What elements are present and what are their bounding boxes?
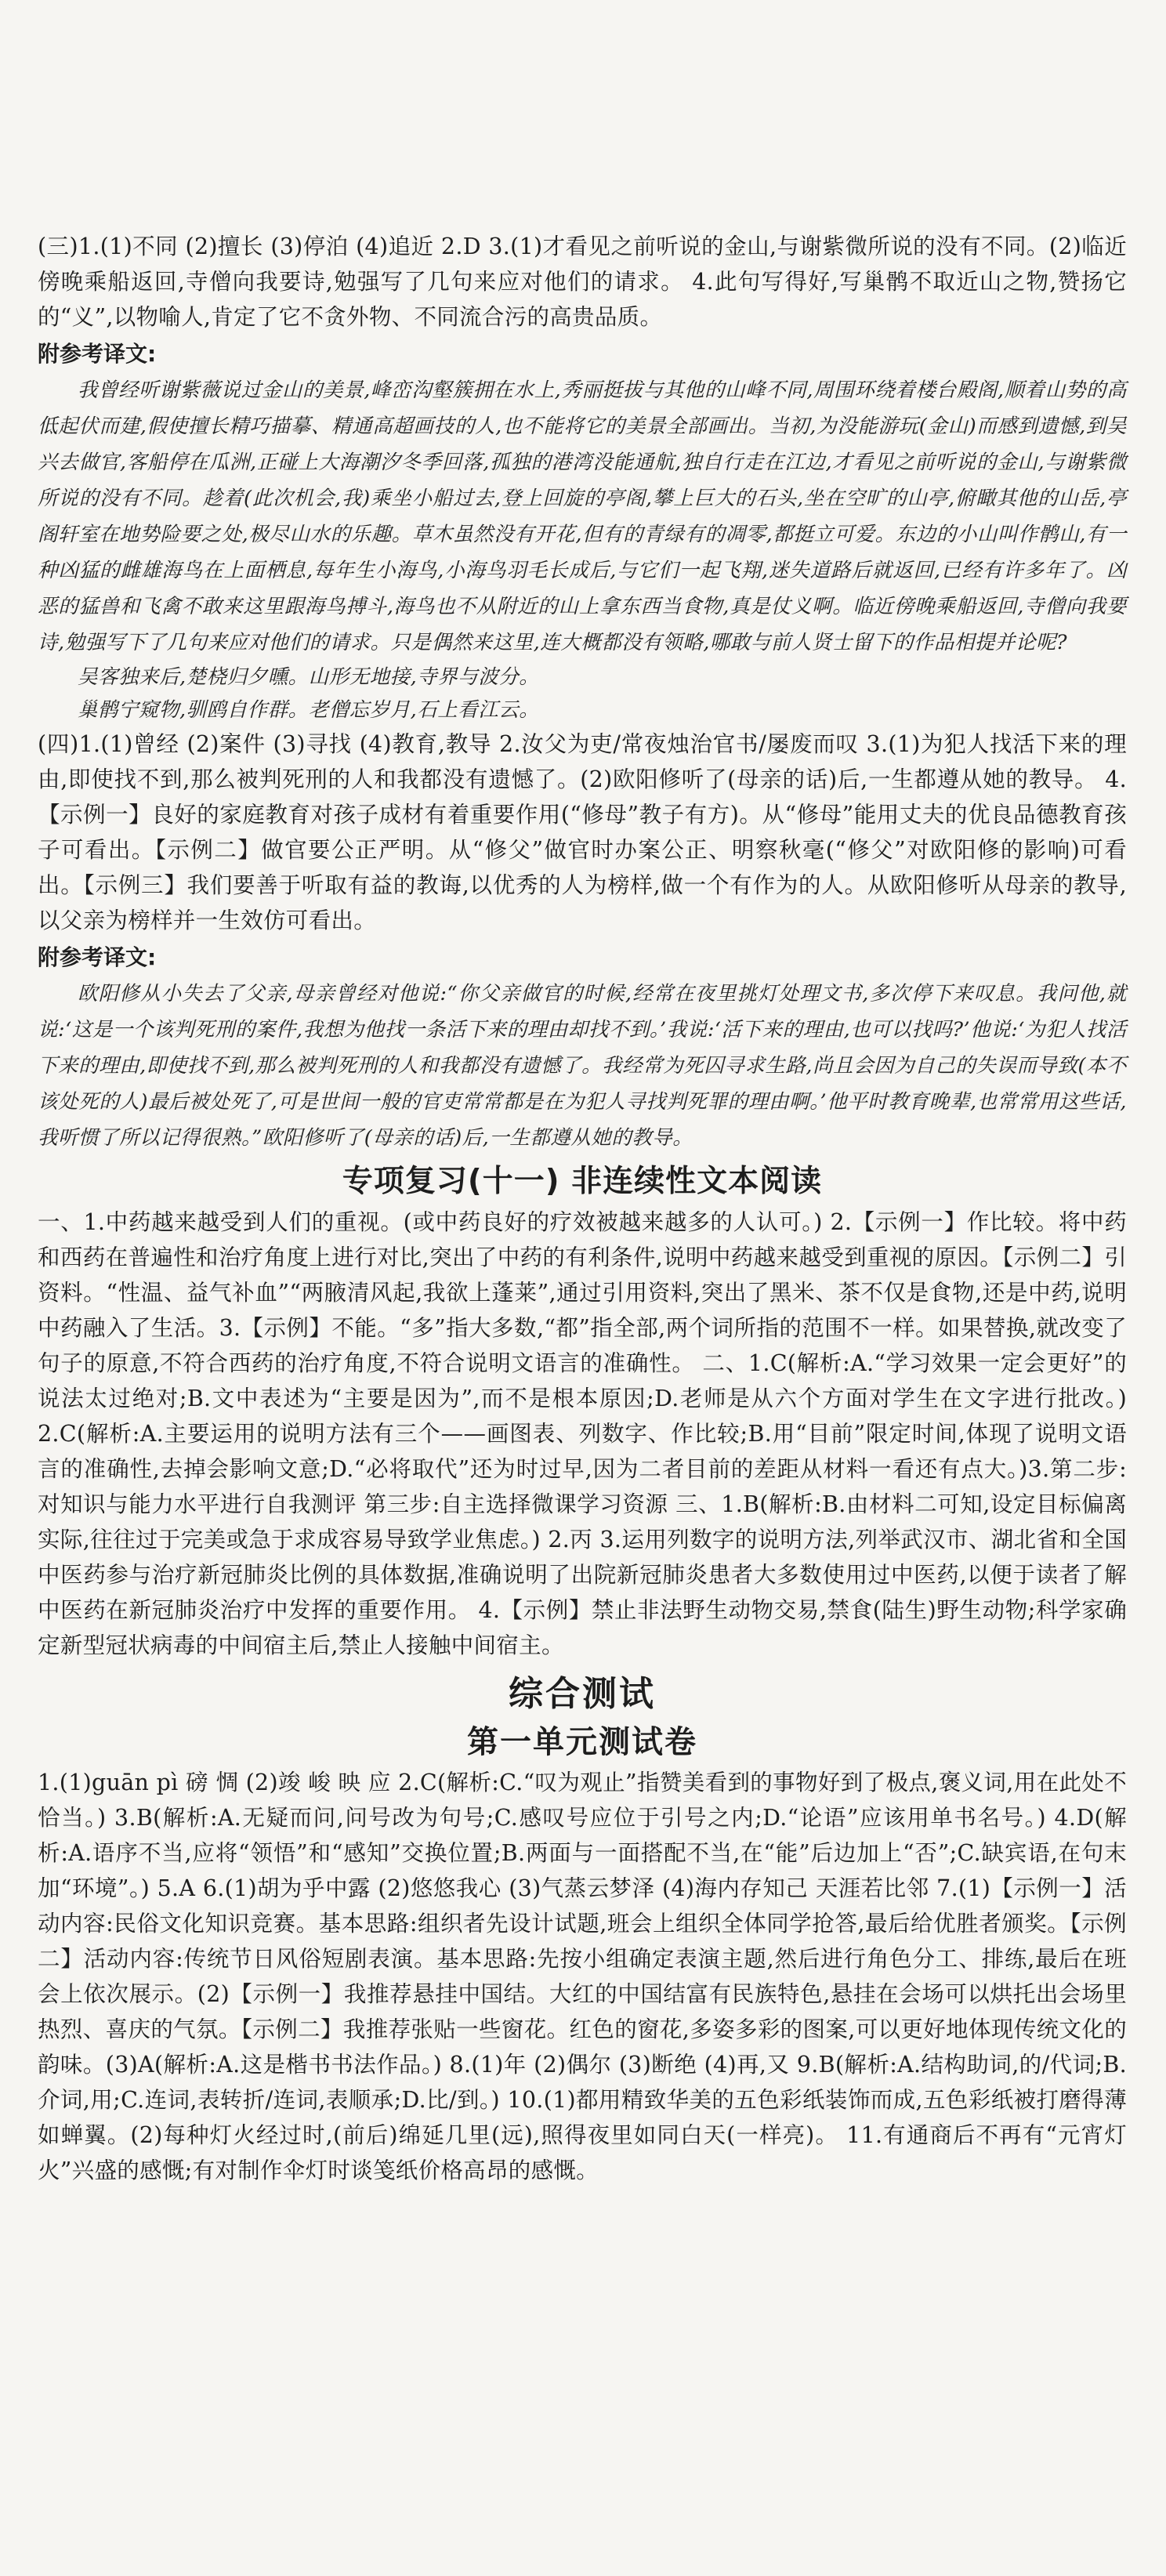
part3-reference-label: 附参考译文: — [38, 341, 157, 367]
part3-poem-line-2: 巢鹘宁窥物,驯鸥自作群。老僧忘岁月,石上看江云。 — [78, 698, 540, 722]
part3-answer: (三)1.(1)不同 (2)擅长 (3)停泊 (4)追近 2.D 3.(1)才看见之前听说的金山,与谢紫微所说的没有不同。(2)临近傍晚乘船返回,寺僧向我要诗,勉强写了几句来应对他们的请求。 4.此句写得好,写巢鹘不取近山之物,赞扬它的“义”,以物喻人,肯定了它不贪外物、不同流合污的高贵品质。 — [38, 234, 1127, 330]
special-review-title: 专项复习(十一) 非连续性文本阅读 — [342, 1164, 823, 1199]
unit-one-answer: 1.(1)guān pì 磅 惆 (2)竣 峻 映 应 2.C(解析:C.“叹为观止”指赞美看到的事物好到了极点,褒义词,用在此处不恰当。) 3.B(解析:A.无疑而问,问号改为句号;C.感叹号应位于引号之内;D.“论语”应该用单书名号。) 4.D(解析:A.语序不当,应将“领悟”和“感知”交换位置;B.两面与一面搭配不当,在“能”后边加上“否”;C.缺宾语,在句末加“环境”。) 5.A 6.(1)胡为乎中露 (2)悠悠我心 (3)气蒸云梦泽 (4)海内存知己 天涯若比邻 7.(1)【示例一】活动内容:民俗文化知识竞赛。基本思路:组织者先设计试题,班会上组织全体同学抢答,最后给优胜者颁奖。【示例二】活动内容:传统节日风俗短剧表演。基本思路:先按小组确定表演主题,然后进行角色分工、排练,最后在班会上依次展示。(2)【示例一】我推荐悬挂中国结。大红的中国结富有民族特色,悬挂在会场可以烘托出会场里热烈、喜庆的气氛。【示例二】我推荐张贴一些窗花。红色的窗花,多姿多彩的图案,可以更好地体现传统文化的韵味。(3)A(解析:A.这是楷书书法作品。) 8.(1)年 (2)偶尔 (3)断绝 (4)再,又 9.B(解析:A.结构助词,的/代词;B.介词,用;C.连词,表转折/连词,表顺承;D.比/到。) 10.(1)都用精致华美的五色彩纸装饰而成,五色彩纸被打磨得薄如蝉翼。(2)每种灯火经过时,(前后)绵延几里(远),照得夜里如同白天(一样亮)。 11.有通商后不再有“元宵灯火”兴盛的感慨;有对制作伞灯时谈笺纸价格高昂的感慨。 — [38, 1770, 1127, 2183]
special-review-answer: 一、1.中药越来越受到人们的重视。(或中药良好的疗效被越来越多的人认可。) 2.【示例一】作比较。将中药和西药在普遍性和治疗角度上进行对比,突出了中药的有利条件,说明中药越来越受到重视的原因。【示例二】引资料。“性温、益气补血”“两腋清风起,我欲上蓬莱”,通过引用资料,突出了黑米、茶不仅是食物,还是中药,说明中药融入了生活。3.【示例】不能。“多”指大多数,“都”指全部,两个词所指的范围不一样。如果替换,就改变了句子的原意,不符合西药的治疗角度,不符合说明文语言的准确性。 二、1.C(解析:A.“学习效果一定会更好”的说法太过绝对;B.文中表述为“主要是因为”,而不是根本原因;D.老师是从六个方面对学生在文字进行批改。) 2.C(解析:A.主要运用的说明方法有三个——画图表、列数字、作比较;B.用“目前”限定时间,体现了说明文语言的准确性,去掉会影响文意;D.“必将取代”还为时过早,因为二者目前的差距从材料一看还有点大。)3.第二步:对知识与能力水平进行自我测评 第三步:自主选择微课学习资源 三、1.B(解析:B.由材料二可知,设定目标偏离实际,往往过于完美或急于求成容易导致学业焦虑。) 2.丙 3.运用列数字的说明方法,列举武汉市、湖北省和全国中医药参与治疗新冠肺炎比例的具体数据,准确说明了出院新冠肺炎患者大多数使用过中医药,以便于读者了解中医药在新冠肺炎治疗中发挥的重要作用。 4.【示例】禁止非法野生动物交易,禁食(陆生)野生动物;科学家确定新型冠状病毒的中间宿主后,禁止人接触中间宿主。 — [38, 1209, 1127, 1658]
part4-answer: (四)1.(1)曾经 (2)案件 (3)寻找 (4)教育,教导 2.汝父为吏/常夜烛治官书/屡废而叹 3.(1)为犯人找活下来的理由,即使找不到,那么被判死刑的人和我都没有遗憾了。(2)欧阳修听了(母亲的话)后,一生都遵从她的教导。 4.【示例一】良好的家庭教育对孩子成材有着重要作用(“修母”教子有方)。从“修母”能用丈夫的优良品德教育孩子可看出。【示例二】做官要公正严明。从“修父”做官时办案公正、明察秋毫(“修父”对欧阳修的影响)可看出。【示例三】我们要善于听取有益的教诲,以优秀的人为榜样,做一个有作为的人。从欧阳修听从母亲的教导,以父亲为榜样并一生效仿可看出。 — [38, 731, 1127, 933]
part3-translation: 我曾经听谢紫薇说过金山的美景,峰峦沟壑簇拥在水上,秀丽挺拔与其他的山峰不同,周围环绕着楼台殿阁,顺着山势的高低起伏而建,假使擅长精巧描摹、精通高超画技的人,也不能将它的美景全部画出。当初,为没能游玩(金山)而感到遗憾,到吴兴去做官,客船停在瓜洲,正碰上大海潮汐冬季回落,孤独的港湾没能通航,独自行走在江边,才看见之前听说的金山,与谢紫微所说的没有不同。趁着(此次机会,我)乘坐小船过去,登上回旋的亭阁,攀上巨大的石头,坐在空旷的山亭,俯瞰其他的山岳,亭阁轩室在地势险要之处,极尽山水的乐趣。草木虽然没有开花,但有的青绿有的凋零,都挺立可爱。东边的小山叫作鹘山,有一种凶猛的雌雄海鸟在上面栖息,每年生小海鸟,小海鸟羽毛长成后,与它们一起飞翔,迷失道路后就返回,已经有许多年了。凶恶的猛兽和飞禽不敢来这里跟海鸟搏斗,海鸟也不从附近的山上拿东西当食物,真是仗义啊。临近傍晚乘船返回,寺僧向我要诗,勉强写下了几句来应对他们的请求。只是偶然来这里,连大概都没有领略,哪敢与前人贤士留下的作品相提并论呢? — [38, 379, 1127, 654]
part4-translation: 欧阳修从小失去了父亲,母亲曾经对他说:“你父亲做官的时候,经常在夜里挑灯处理文书,多次停下来叹息。我问他,就说:‘这是一个该判死刑的案件,我想为他找一条活下来的理由却找不到。’我说:‘活下来的理由,也可以找吗?’他说:‘为犯人找活下来的理由,即使找不到,那么被判死刑的人和我都没有遗憾了。我经常为死囚寻求生路,尚且会因为自己的失误而导致(本不该处死的人)最后被处死了,可是世间一般的官吏常常都是在为犯人寻找判死罪的理由啊。’他平时教育晚辈,也常常用这些话,我听惯了所以记得很熟。”欧阳修听了(母亲的话)后,一生都遵从她的教导。 — [38, 982, 1127, 1150]
part4-reference-label: 附参考译文: — [38, 944, 157, 970]
unit-one-test-title: 第一单元测试卷 — [467, 1724, 697, 1760]
part3-poem-line-1: 吴客独来后,楚桡归夕曛。山形无地接,寺界与波分。 — [78, 665, 540, 689]
page-content — [38, 229, 1127, 2188]
comprehensive-test-title: 综合测试 — [509, 1674, 656, 1714]
